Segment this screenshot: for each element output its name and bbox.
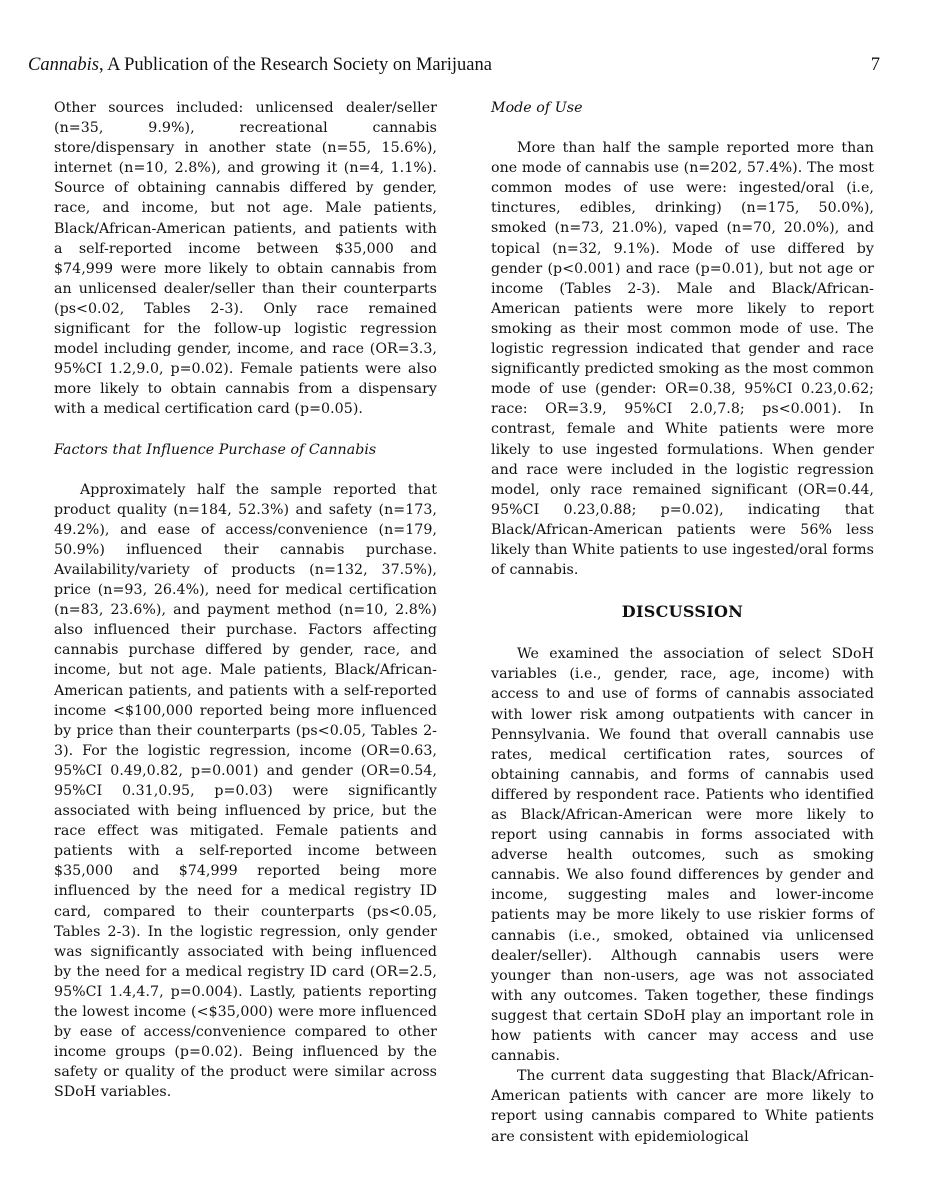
section-heading-discussion: DISCUSSION: [621, 602, 744, 622]
paragraph-purchase-factors: Approximately half the sample reported that product quality (n=184, 52.3%) and safety (n=173, 49.2%), and ease of access/convenience (n=179, 50.9%) influenced their cannabis purchase. Availability/variety of products (n=132, 37.5%), price (n=93, 26.4%), need for medical certification (n=83, 23.6%), and payment method (n=10, 2.8%) also influenced their purchase. Factors affecting cannabis purchase differed by gender, race, and income, but not age. Male patients, Black/African-American patients, and patients with a self-reported income <$100,000 reported being more influenced by price than their counterparts (ps<0.05, Tables 2-3). For the logistic regression, income (OR=0.63, 95%CI 0.49,0.82, p=0.001) and gender (OR=0.54, 95%CI 0.31,0.95, p=0.03) were significantly associated with being influenced by price, but the race effect was mitigated. Female patients and patients with a self-reported income between $35,000 and $74,999 reported being more influenced by the need for a medical registry ID card, compared to their counterparts (ps<0.05, Tables 2-3). In the logistic regression, only gender was significantly associated with being influenced by the need for a medical registry ID card (OR=2.5, 95%CI 1.4,4.7, p=0.004). Lastly, patients reporting the lowest income (<$35,000) were more influenced by ease of access/convenience compared to other income groups (p=0.02). Being influenced by the safety or quality of the product were similar across SDoH variables.: [54, 481, 437, 1101]
left-column: [54, 98, 437, 1103]
subheading-purchase-factors: Factors that Influence Purchase of Cannabis: [54, 441, 377, 458]
subheading-mode-of-use: Mode of Use: [491, 100, 583, 116]
paragraph-discussion-1: We examined the association of select SDoH variables (i.e., gender, race, age, income) with access to and use of forms of cannabis associated with lower risk among outpatients with cancer in Pennsylvania. We found that overall cannabis use rates, medical certification rates, sources of obtaining cannabis, and forms of cannabis used differed by respondent race. Patients who identified as Black/African-American were more likely to report using cannabis in forms associated with adverse health outcomes, such as smoking cannabis. We also found differences by gender and income, suggesting males and lower-income patients may be more likely to use riskier forms of cannabis (i.e., smoked, obtained via unlicensed dealer/seller). Although cannabis users were younger than non-users, age was not associated with any outcomes. Taken together, these findings suggest that certain SDoH play an important role in how patients with cancer may access and use cannabis.: [491, 646, 874, 1065]
journal-title: [28, 55, 492, 76]
right-column: [491, 98, 874, 1147]
paragraph-discussion-2: The current data suggesting that Black/African-American patients with cancer are more likely to report using cannabis compared to White patients are consistent with epidemiological: [491, 1068, 874, 1145]
paragraph-sources: Other sources included: unlicensed dealer/seller (n=35, 9.9%), recreational cannabis store/dispensary in another state (n=55, 15.6%), internet (n=10, 2.8%), and growing it (n=4, 1.1%). Source of obtaining cannabis differed by gender, race, and income, but not age. Male patients, Black/African-American patients, and patients with a self-reported income between $35,000 and $74,999 were more likely to obtain cannabis from an unlicensed dealer/seller than their counterparts (ps<0.02, Tables 2-3). Only race remained significant for the follow-up logistic regression model including gender, income, and race (OR=3.3, 95%CI 1.2,9.0, p=0.02). Female patients were also more likely to obtain cannabis from a dispensary with a medical certification card (p=0.05).: [54, 100, 437, 418]
running-header: [28, 55, 880, 76]
paragraph-mode-of-use: More than half the sample reported more than one mode of cannabis use (n=202, 57.4%). The most common modes of use were: ingested/oral (i.e, tinctures, edibles, drinking) (n=175, 50.0%), smoked (n=73, 21.0%), vaped (n=70, 20.0%), and topical (n=32, 9.1%). Mode of use differed by gender (p<0.001) and race (p=0.01), but not age or income (Tables 2-3). Male and Black/African-American patients were more likely to report smoking as their most common mode of use. The logistic regression indicated that gender and race significantly predicted smoking as the most common mode of use (gender: OR=0.38, 95%CI 0.23,0.62; race: OR=3.9, 95%CI 2.0,7.8; ps<0.001). In contrast, female and White patients were more likely to use ingested formulations. When gender and race were included in the logistic regression model, only race remained significant (OR=0.44, 95%CI 0.23,0.88; p=0.02), indicating that Black/African-American patients were 56% less likely than White patients to use ingested/oral forms of cannabis.: [491, 140, 874, 579]
journal-name-italic: Cannabis: [28, 55, 99, 75]
page-number: 7: [870, 55, 880, 75]
journal-name-rest: , A Publication of the Research Society on Marijuana: [98, 55, 492, 75]
